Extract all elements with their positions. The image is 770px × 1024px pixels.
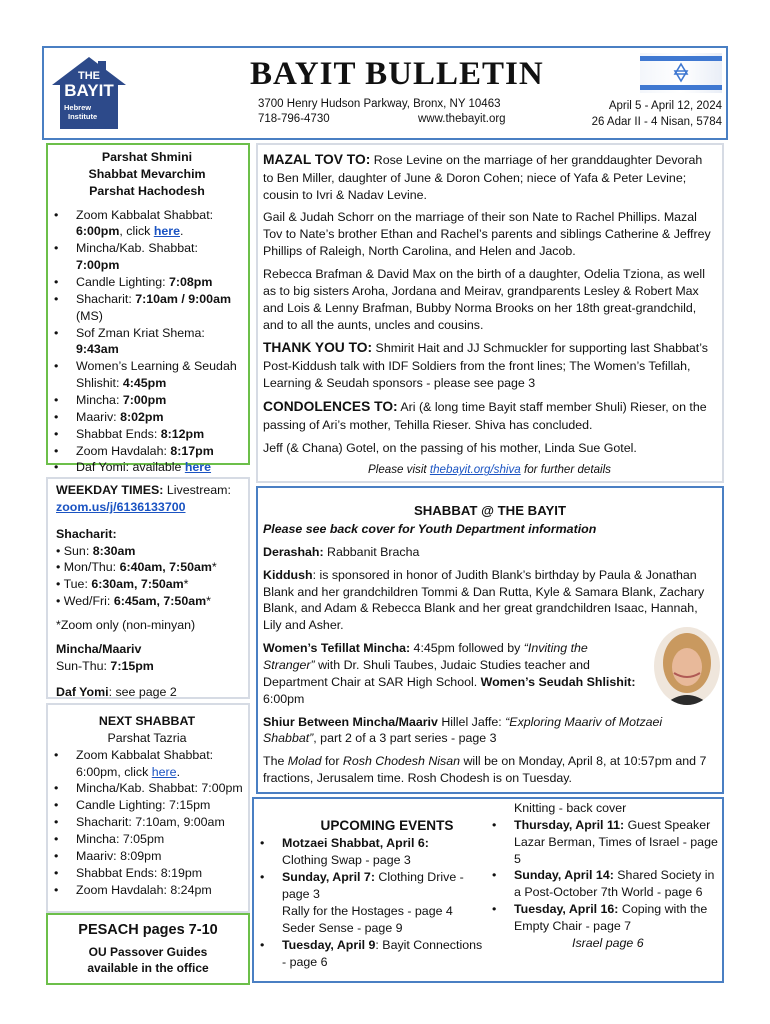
shabbat-heading: SHABBAT @ THE BAYIT [413,503,567,518]
molad: The Molad for Rosh Chodesh Nisan will be on Monday, April 8, at 10:57pm and 7 fractions, Jerusalem time. Rosh Chodesh is on Tuesday. [263,754,707,786]
next-zoom-link[interactable]: here [151,764,177,779]
list-item: • Wed/Fri: 6:45am, 7:50am* [56,594,211,609]
list-item: • Shabbat Ends: 8:19pm [50,865,244,882]
womens-tefillat: Women’s Tefillat Mincha: 4:45pm followed by “Inviting the Stranger” with Dr. Shuli Taubes, Judaic Studies teacher and Department Chair at SAR High School. Women’s Seudah Shlishit: 6:00pm [263,641,636,706]
list-item: • Sunday, April 7: Clothing Drive - page 3 Rally for the Hostages - page 4 Seder Sense - page 9 [256,869,488,936]
parshat-title-2: Shabbat Mevarchim [88,166,206,181]
derashah: Derashah: Rabbanit Bracha [263,544,420,559]
mincha-maariv-title: Mincha/Maariv [56,641,142,656]
weekday-box: WEEKDAY TIMES: Livestream: zoom.us/j/6136133700 Shacharit: • Sun: 8:30am • Mon/Thu: 6:40am, 7:50am* • Tue: 6:30am, 7:50am* • Wed/Fri: 6:45am, 7:50am* *Zoom only (non-minyan) Mincha/Maariv Sun-Thu: 7:15pm Daf Yomi: see page 2 [46,477,250,699]
shabbat-box [256,486,724,794]
upcoming-title: UPCOMING EVENTS [320,818,454,833]
next-schedule [50,747,244,899]
condolences-2: Jeff (& Chana) Gotel, on the passing of his mother, Linda Sue Gotel. [263,440,637,455]
logo-the: THE [78,70,100,82]
next-shabbat-title: NEXT SHABBAT [98,714,196,728]
list-item: • Women’s Learning & Seudah Shlishit: 4:45pm [50,358,244,392]
israel-flag-icon [640,53,722,93]
list-item: • Mincha/Kab. Shabbat: 7:00pm [50,780,244,797]
mazal-tov-1: MAZAL TOV TO: Rose Levine on the marriage of her granddaughter Devorah to Ben Miller, daughter of June & Doron Cohen; niece of Yafa & Peter Levine; cousin to Ivri & Nadav Levine. [263,152,703,202]
list-item: • Tue: 6:30am, 7:50am* [56,577,189,592]
list-item: • Thursday, April 11: Guest Speaker Lazar Berman, Times of Israel - page 5 [488,817,720,868]
hebrew-date: 26 Adar II - 4 Nisan, 5784 [591,115,722,128]
list-item: • Zoom Kabbalat Shabbat: 6:00pm, click here. [50,747,244,781]
next-shabbat-box [46,703,250,913]
list-item: • Tuesday, April 16: Coping with the Empty Chair - page 7 [488,901,720,935]
list-item: • Candle Lighting: 7:15pm [50,797,244,814]
upcoming-list-left [256,835,488,970]
speaker-photo [654,627,720,705]
logo-line1: Hebrew [64,103,92,112]
pesach-line1: OU Passover Guides [88,944,208,959]
upcoming-list-right [488,817,720,935]
list-item: • Shabbat Ends: 8:12pm [50,426,244,443]
mazal-tov-2: Gail & Judah Schorr on the marriage of their son Nate to Rachel Phillips. Mazal Tov to Nate’s brother Ethan and Rachel’s parents and siblings Catherine & Jeffrey Phillips of Raleigh, North Carolina, and Helen and Jacob. [263,210,711,259]
list-item: • Sunday, April 14: Shared Society in a Post-October 7th World - page 6 [488,867,720,901]
parshat-title-1: Parshat Shmini [101,150,193,164]
list-item: • Shacharit: 7:10am, 9:00am [50,814,244,831]
list-item: • Zoom Kabbalat Shabbat: 6:00pm, click here. [50,207,244,241]
thank-you: THANK YOU TO: Shmirit Hait and JJ Schmuckler for supporting last Shabbat’s Post-Kiddush talk with IDF Soldiers from the front lines; The Women’s Tefillah, Learning & Seudah sponsors - please see page 3 [263,340,708,391]
dates-block [592,99,722,130]
phone: 718-796-4730 [258,113,330,126]
weekday-label: WEEKDAY TIMES: [56,483,164,497]
shiva-note: Please visit thebayit.org/shiva for further details [368,463,611,477]
list-item: • Zoom Havdalah: 8:17pm [50,443,244,460]
list-item: • Motzaei Shabbat, April 6: Clothing Swap - page 3 [256,835,488,869]
condolences: CONDOLENCES TO: Ari (& long time Bayit staff member Shuli) Rieser, on the passing of Ari’s mother, Tehilla Rieser. Shiva has concluded. [263,398,707,432]
date-range: April 5 - April 12, 2024 [608,100,722,112]
next-parsha: Parshat Tazria [107,730,187,745]
mazal-tov-3: Rebecca Brafman & David Max on the birth of a daughter, Odelia Tziona, as well as to big sisters Aroha, Jordana and Meirav, grandparents Lesley & Robert Max and Lois & Lenny Brafman, Bubby Norma Brooks on her 18th great-grandchild, and to all the aunts, uncles and cousins. [263,267,705,332]
upcoming-right-column [488,800,720,952]
daf-yomi-link[interactable]: here [184,460,212,475]
condolences-heading: CONDOLENCES TO: [263,398,398,414]
address-block [258,97,506,127]
zoom-only-note: *Zoom only (non-minyan) [56,618,196,633]
list-item: • Mon/Thu: 6:40am, 7:50am* [56,560,217,575]
pesach-box [46,913,250,985]
parshat-title-3: Parshat Hachodesh [89,183,205,198]
list-item: • Shacharit: 7:10am / 9:00am (MS) [50,291,244,325]
knitting-note: Knitting - back cover [514,801,627,815]
kiddush: Kiddush: is sponsored in honor of Judith Blank’s birthday by Paula & Jonathan Blank and her grandchildren Tommi & Dan Rutta, Kyle & Samara Blank, Zachary Blank, and Adam & Rebecca Blank and her great grandchildren Isaac, Hannah, Lily and Asher. [263,567,705,633]
upcoming-left-column [256,817,488,970]
zoom-kabbalat-link[interactable]: here [153,224,180,239]
shiva-link[interactable]: thebayit.org/shiva [429,463,521,477]
livestream-link[interactable]: zoom.us/j/6136133700 [56,499,186,514]
pesach-title: PESACH pages 7-10 [78,922,218,938]
list-item: • Sof Zman Kriat Shema: 9:43am [50,325,244,359]
logo-line3: of Riverdale [80,123,115,130]
israel-note: Israel page 6 [572,935,644,950]
list-item: Sun-Thu: 7:15pm [56,658,154,673]
list-item: • Sun: 8:30am [56,543,136,558]
bayit-logo [50,55,128,131]
list-item: • Zoom Havdalah: 8:24pm [50,882,244,899]
pesach-line2: available in the office [87,961,209,976]
list-item: • Maariv: 8:02pm [50,409,244,426]
list-item: • Mincha: 7:05pm [50,831,244,848]
shacharit-title: Shacharit: [56,526,117,541]
list-item: • Candle Lighting: 7:08pm [50,274,244,291]
list-item: • Mincha: 7:00pm [50,392,244,409]
logo-bayit: BAYIT [64,81,114,100]
shiur: Shiur Between Mincha/Maariv Hillel Jaffe: “Exploring Maariv of Motzaei Shabbat”, part 2 of a 3 part series - page 3 [263,714,663,746]
parshat-box [46,143,250,475]
address: 3700 Henry Hudson Parkway, Bronx, NY 10463 [258,98,501,110]
parshat-schedule [50,207,244,477]
list-item: • Mincha/Kab. Shabbat: 7:00pm [50,240,244,274]
youth-note: Please see back cover for Youth Department information [263,521,597,536]
thank-you-heading: THANK YOU TO: [263,340,373,356]
mazal-tov-heading: MAZAL TOV TO: [263,152,371,167]
weekday-daf: Daf Yomi: see page 2 [56,684,177,699]
list-item: • Daf Yomi: available here [50,459,244,476]
bulletin-title: BAYIT BULLETIN [250,56,544,92]
list-item: • Tuesday, April 9: Bayit Connections - page 6 [256,937,488,971]
website[interactable]: www.thebayit.org [418,113,506,125]
list-item: • Maariv: 8:09pm [50,848,244,865]
announcements-box [256,143,724,483]
logo-line2: Institute [68,112,98,121]
